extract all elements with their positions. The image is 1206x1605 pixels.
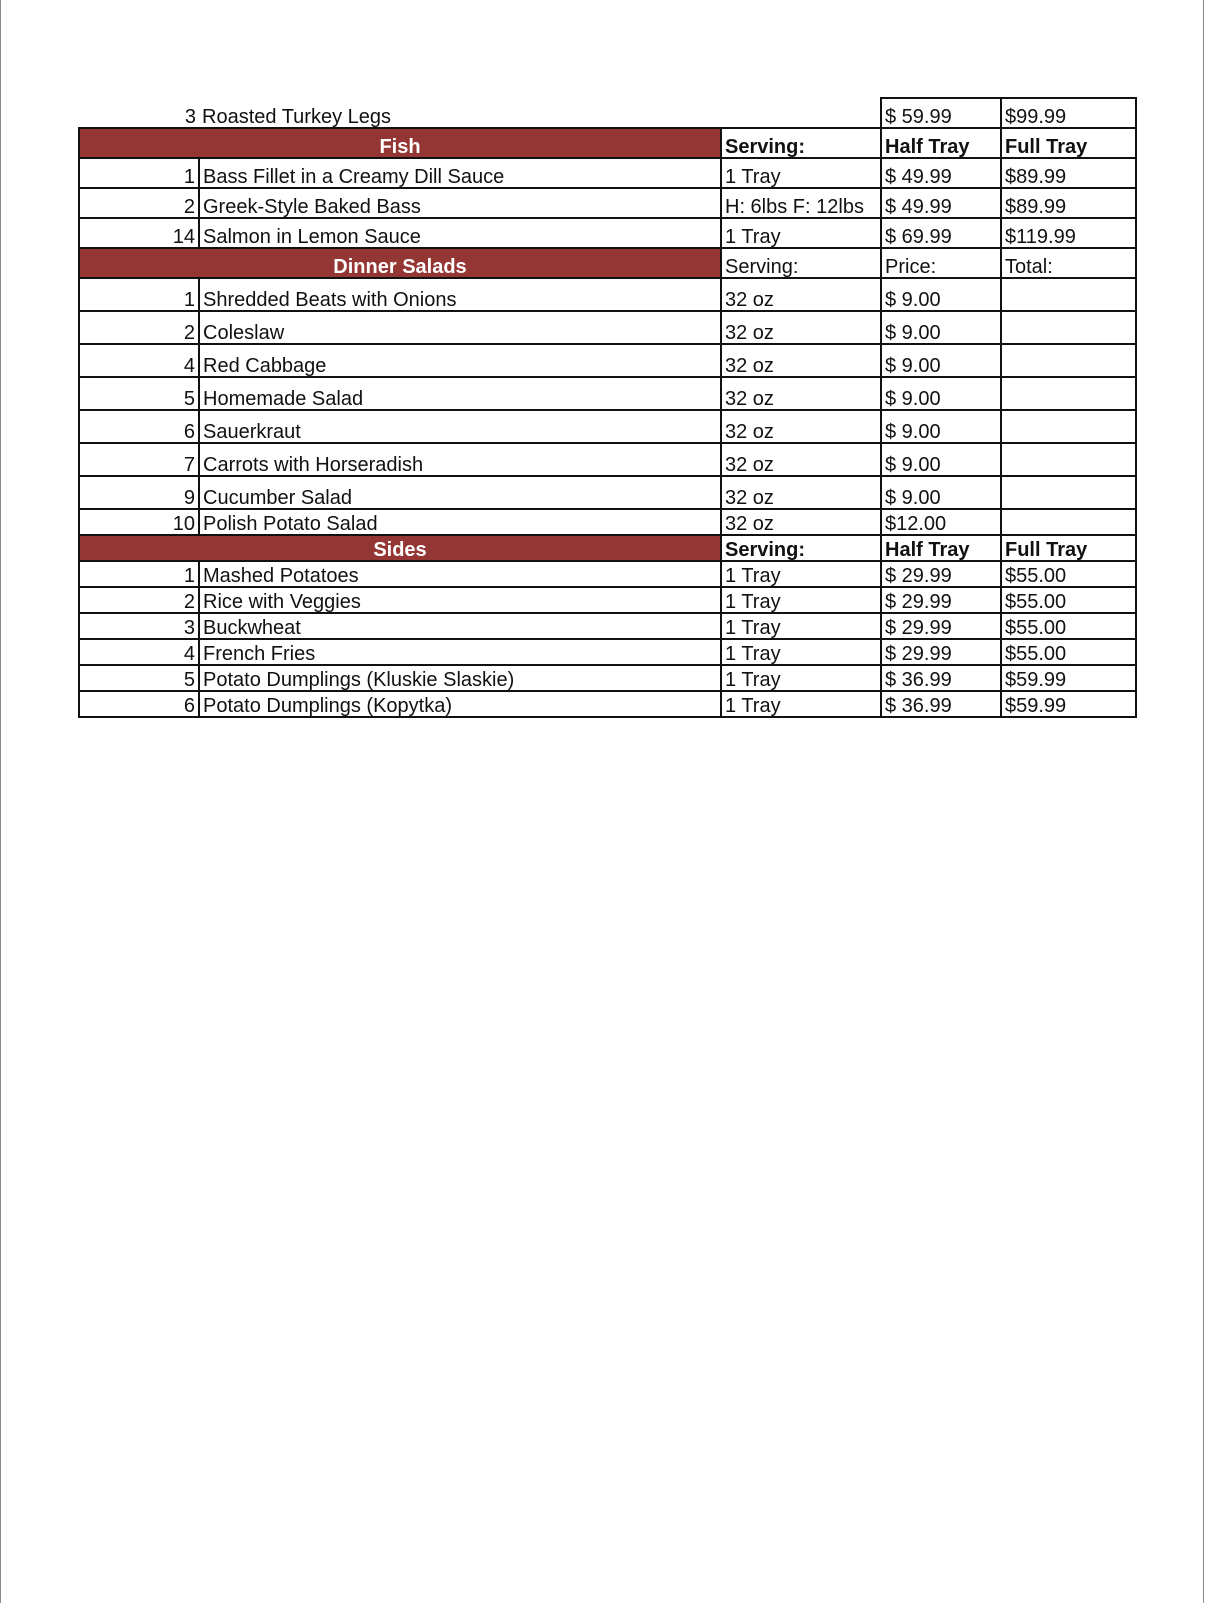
menu-row	[79, 665, 1136, 691]
section-header-sides	[79, 535, 1136, 561]
menu-row	[79, 158, 1136, 188]
menu-row	[79, 188, 1136, 218]
item-name: Sauerkraut	[199, 410, 721, 443]
item-serving: 32 oz	[721, 410, 881, 443]
item-serving: 32 oz	[721, 443, 881, 476]
item-total	[1001, 344, 1136, 377]
item-number: 1	[79, 561, 199, 587]
item-number: 6	[79, 410, 199, 443]
item-name: Carrots with Horseradish	[199, 443, 721, 476]
item-half-tray-price: $ 29.99	[881, 561, 1001, 587]
item-serving: 32 oz	[721, 344, 881, 377]
item-number: 3	[79, 613, 199, 639]
item-price: $ 9.00	[881, 476, 1001, 509]
item-half-tray-price: $ 29.99	[881, 613, 1001, 639]
item-full-tray-price: $89.99	[1001, 188, 1136, 218]
item-name: Potato Dumplings (Kopytka)	[199, 691, 721, 717]
item-serving: 32 oz	[721, 278, 881, 311]
item-name: Homemade Salad	[199, 377, 721, 410]
item-name: Rice with Veggies	[199, 587, 721, 613]
item-number: 14	[79, 218, 199, 248]
section-title: Dinner Salads	[79, 248, 721, 278]
item-price: $ 9.00	[881, 311, 1001, 344]
item-name: Buckwheat	[199, 613, 721, 639]
column-header-full-tray: Full Tray	[1001, 535, 1136, 561]
item-half-tray-price: $ 29.99	[881, 639, 1001, 665]
item-half-tray-price: $ 36.99	[881, 665, 1001, 691]
item-half-tray-price: $ 49.99	[881, 188, 1001, 218]
item-serving: 32 oz	[721, 311, 881, 344]
column-header-serving: Serving:	[721, 128, 881, 158]
item-serving: 32 oz	[721, 476, 881, 509]
section-title: Fish	[79, 128, 721, 158]
item-full-tray-price: $55.00	[1001, 613, 1136, 639]
menu-row	[79, 476, 1136, 509]
item-total	[1001, 377, 1136, 410]
item-serving: 1 Tray	[721, 691, 881, 717]
menu-price-table	[78, 97, 1137, 718]
item-full-tray-price: $99.99	[1001, 98, 1136, 128]
menu-row	[79, 587, 1136, 613]
item-total	[1001, 278, 1136, 311]
menu-row	[79, 613, 1136, 639]
item-total	[1001, 476, 1136, 509]
item-number: 2	[79, 188, 199, 218]
item-total	[1001, 410, 1136, 443]
item-number: 9	[79, 476, 199, 509]
item-price: $ 9.00	[881, 443, 1001, 476]
item-name: Polish Potato Salad	[199, 509, 721, 535]
item-total	[1001, 443, 1136, 476]
column-header-half-tray: Half Tray	[881, 535, 1001, 561]
menu-row	[79, 311, 1136, 344]
column-header-serving: Serving:	[721, 535, 881, 561]
item-half-tray-price: $ 36.99	[881, 691, 1001, 717]
item-full-tray-price: $89.99	[1001, 158, 1136, 188]
column-header-full-tray: Full Tray	[1001, 128, 1136, 158]
item-price: $ 9.00	[881, 410, 1001, 443]
item-half-tray-price: $ 49.99	[881, 158, 1001, 188]
item-number: 10	[79, 509, 199, 535]
menu-row	[79, 443, 1136, 476]
item-name: Red Cabbage	[199, 344, 721, 377]
item-number: 6	[79, 691, 199, 717]
item-name: Potato Dumplings (Kluskie Slaskie)	[199, 665, 721, 691]
menu-row	[79, 691, 1136, 717]
menu-row	[79, 218, 1136, 248]
item-price: $ 9.00	[881, 344, 1001, 377]
item-total	[1001, 311, 1136, 344]
item-price: $12.00	[881, 509, 1001, 535]
item-full-tray-price: $55.00	[1001, 561, 1136, 587]
menu-row	[79, 278, 1136, 311]
item-serving: 1 Tray	[721, 218, 881, 248]
item-full-tray-price: $59.99	[1001, 665, 1136, 691]
section-header-dinner-salads	[79, 248, 1136, 278]
item-number: 1	[79, 278, 199, 311]
column-header-serving: Serving:	[721, 248, 881, 278]
item-name: Roasted Turkey Legs	[199, 98, 721, 128]
item-name: Bass Fillet in a Creamy Dill Sauce	[199, 158, 721, 188]
item-serving: 1 Tray	[721, 158, 881, 188]
item-name: Coleslaw	[199, 311, 721, 344]
section-header-fish	[79, 128, 1136, 158]
item-serving: 1 Tray	[721, 613, 881, 639]
item-price: $ 9.00	[881, 278, 1001, 311]
menu-row	[79, 344, 1136, 377]
item-half-tray-price: $ 59.99	[881, 98, 1001, 128]
item-number: 2	[79, 311, 199, 344]
item-full-tray-price: $55.00	[1001, 639, 1136, 665]
item-half-tray-price: $ 69.99	[881, 218, 1001, 248]
item-full-tray-price: $59.99	[1001, 691, 1136, 717]
item-name: Mashed Potatoes	[199, 561, 721, 587]
menu-row	[79, 509, 1136, 535]
menu-row	[79, 377, 1136, 410]
item-number: 4	[79, 344, 199, 377]
item-price: $ 9.00	[881, 377, 1001, 410]
item-number: 5	[79, 377, 199, 410]
item-name: Greek-Style Baked Bass	[199, 188, 721, 218]
column-header-total: Total:	[1001, 248, 1136, 278]
item-full-tray-price: $55.00	[1001, 587, 1136, 613]
item-name: Salmon in Lemon Sauce	[199, 218, 721, 248]
item-total	[1001, 509, 1136, 535]
item-number: 3	[79, 98, 199, 128]
item-serving: 32 oz	[721, 377, 881, 410]
item-name: French Fries	[199, 639, 721, 665]
item-serving: 32 oz	[721, 509, 881, 535]
item-serving: 1 Tray	[721, 587, 881, 613]
item-name: Shredded Beats with Onions	[199, 278, 721, 311]
item-serving: 1 Tray	[721, 639, 881, 665]
item-serving	[721, 98, 881, 128]
item-number: 1	[79, 158, 199, 188]
menu-row	[79, 410, 1136, 443]
column-header-half-tray: Half Tray	[881, 128, 1001, 158]
item-number: 2	[79, 587, 199, 613]
item-number: 5	[79, 665, 199, 691]
menu-row	[79, 98, 1136, 128]
column-header-price: Price:	[881, 248, 1001, 278]
item-serving: 1 Tray	[721, 561, 881, 587]
item-number: 4	[79, 639, 199, 665]
section-title: Sides	[79, 535, 721, 561]
menu-row	[79, 561, 1136, 587]
item-serving: 1 Tray	[721, 665, 881, 691]
item-name: Cucumber Salad	[199, 476, 721, 509]
item-half-tray-price: $ 29.99	[881, 587, 1001, 613]
item-number: 7	[79, 443, 199, 476]
menu-row	[79, 639, 1136, 665]
item-serving: H: 6lbs F: 12lbs	[721, 188, 881, 218]
item-full-tray-price: $119.99	[1001, 218, 1136, 248]
